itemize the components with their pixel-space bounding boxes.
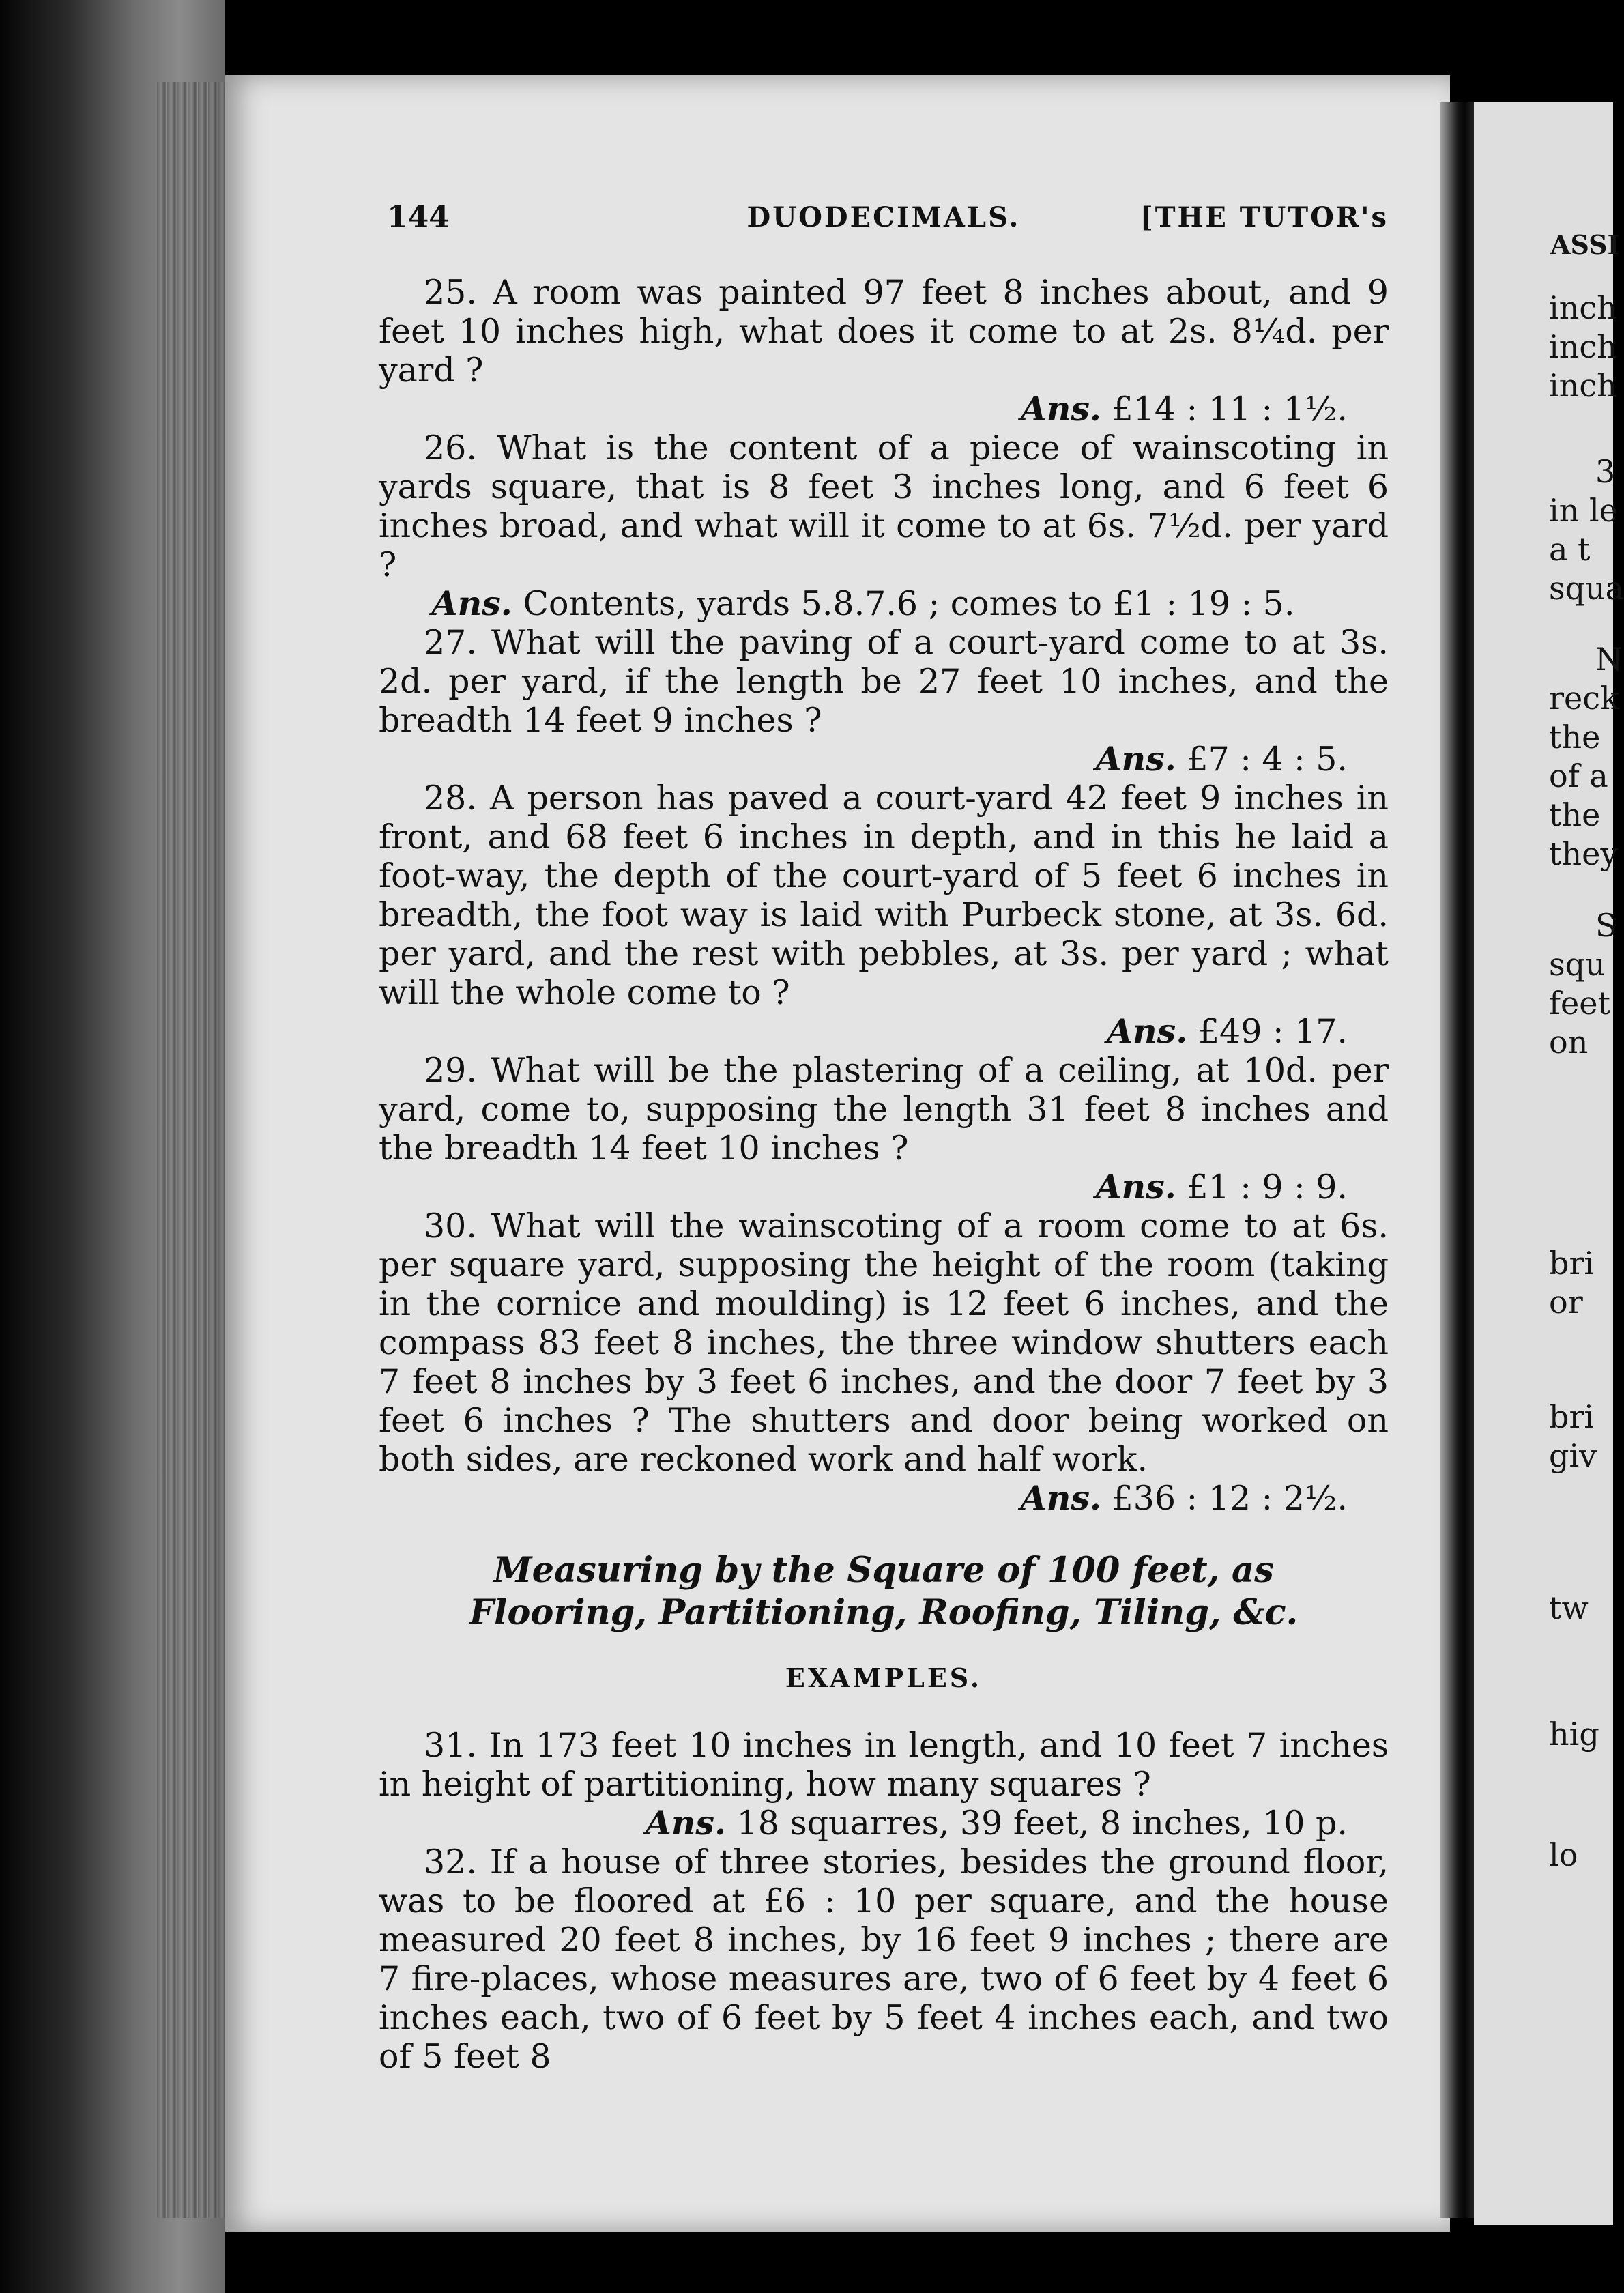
answer-text: £1 : 9 : 9. xyxy=(1187,1168,1348,1207)
answer-29 xyxy=(379,1168,1389,1207)
answer-label: Ans. xyxy=(1095,1167,1176,1207)
right-page-fragment: in le xyxy=(1549,492,1618,529)
right-page-fragment: of a xyxy=(1549,758,1608,794)
right-page-fragment: the xyxy=(1549,796,1601,833)
right-page-fragment: a t xyxy=(1549,531,1591,568)
examples-heading: EXAMPLES. xyxy=(785,1662,983,1693)
answer-text: £14 : 11 : 1½. xyxy=(1112,390,1348,429)
answer-31 xyxy=(379,1804,1389,1843)
answer-text: £49 : 17. xyxy=(1198,1012,1348,1051)
right-page-fragment: feet xyxy=(1549,985,1610,1022)
answer-label: Ans. xyxy=(431,583,512,623)
right-page-fragment: 3 xyxy=(1595,453,1616,490)
problem-28: 28. A person has paved a court-yard 42 feet 9 inches in front, and 68 feet 6 inches in depth, and in this he laid a foot-way, the depth of the court-yard of 5 feet 6 inches in breadth, the foot way is laid with Purbeck stone, at 3s. 6d. per yard, and the rest with pebbles, at 3s. per yard ; what will the whole come to ? xyxy=(379,779,1389,1012)
page-text xyxy=(379,198,1389,2076)
right-page-fragment: hig xyxy=(1549,1716,1599,1753)
page-number: 144 xyxy=(387,200,450,235)
answer-27 xyxy=(379,740,1389,779)
answer-text: £7 : 4 : 5. xyxy=(1187,740,1348,779)
right-page-fragment: reck xyxy=(1549,680,1619,717)
right-page-fragment: S xyxy=(1595,907,1617,944)
answer-label: Ans. xyxy=(1107,1011,1188,1051)
problem-32: 32. If a house of three stories, besides the ground floor, was to be floored at £6 : 10 per square, and the house measured 20 feet 8 inches, by 16 feet 9 inches ; there are 7 fire-places, whose measures are, two of 6 feet by 4 feet 6 inches each, two of 6 feet by 5 feet 4 inches each, and two of 5 feet 8 xyxy=(379,1843,1389,2076)
right-page-fragment: inch xyxy=(1549,367,1617,404)
problem-25: 25. A room was painted 97 feet 8 inches about, and 9 feet 10 inches high, what does it come to at 2s. 8¼d. per yard ? xyxy=(379,273,1389,390)
page-header xyxy=(379,198,1389,239)
answer-28 xyxy=(379,1012,1389,1051)
right-page-fragment: lo xyxy=(1549,1836,1578,1873)
problem-26: 26. What is the content of a piece of wainscoting in yards square, that is 8 feet 3 inches long, and 6 feet 6 inches broad, and what will it come to at 6s. 7½d. per yard ? xyxy=(379,429,1389,584)
running-head: [THE TUTOR's xyxy=(1140,201,1389,233)
answer-label: Ans. xyxy=(1095,739,1176,779)
problem-29: 29. What will be the plastering of a ceiling, at 10d. per yard, come to, supposing the length 31 feet 8 inches and the breadth 14 feet 10 inches ? xyxy=(379,1051,1389,1168)
answer-30 xyxy=(379,1479,1389,1518)
page-right-partial xyxy=(1474,102,1624,2225)
right-page-fragment: squa xyxy=(1549,570,1624,607)
right-page-fragment: ASSI xyxy=(1550,229,1620,260)
chapter-title: DUODECIMALS. xyxy=(746,201,1021,233)
right-page-fragment: they xyxy=(1549,835,1619,872)
problem-27: 27. What will the paving of a court-yard come to at 3s. 2d. per yard, if the length be 27 feet 10 inches, and the breadth 14 feet 9 inches ? xyxy=(379,623,1389,740)
answer-26 xyxy=(379,584,1389,623)
right-page-fragment: on xyxy=(1549,1024,1589,1061)
page-edges xyxy=(157,82,232,2218)
problem-30: 30. What will the wainscoting of a room come to at 6s. per square yard, supposing the height of the room (taking in the cornice and moulding) is 12 feet 6 inches, and the compass 83 feet 8 inches, the three window shutters each 7 feet 8 inches by 3 feet 6 inches, and the door 7 feet by 3 feet 6 inches ? The shutters and door being worked on both sides, are reckoned work and half work. xyxy=(379,1207,1389,1479)
right-page-fragment: squ xyxy=(1549,946,1606,983)
answer-text: Contents, yards 5.8.7.6 ; comes to £1 : 19 : 5. xyxy=(523,584,1295,623)
right-page-fragment: N xyxy=(1595,641,1623,678)
right-page-fragment: tw xyxy=(1549,1589,1589,1626)
right-page-fragment: bri xyxy=(1549,1245,1595,1282)
right-page-fragment: the xyxy=(1549,719,1601,755)
right-page-fragment: bri xyxy=(1549,1398,1595,1435)
right-page-fragment: or xyxy=(1549,1284,1583,1321)
answer-label: Ans. xyxy=(645,1803,727,1843)
problem-31: 31. In 173 feet 10 inches in length, and 10 feet 7 inches in height of partitioning, how many squares ? xyxy=(379,1726,1389,1804)
answer-text: £36 : 12 : 2½. xyxy=(1112,1479,1348,1518)
right-page-fragment: giv xyxy=(1549,1437,1597,1474)
right-page-fragment: inch xyxy=(1549,289,1617,326)
answer-25 xyxy=(379,390,1389,429)
right-page-fragment: inch xyxy=(1549,328,1617,365)
section-heading: Measuring by the Square of 100 feet, as Flooring, Partitioning, Roofing, Tiling, &c. xyxy=(469,1550,1299,1633)
answer-text: 18 squarres, 39 feet, 8 inches, 10 p. xyxy=(736,1804,1348,1843)
answer-label: Ans. xyxy=(1020,389,1101,429)
answer-label: Ans. xyxy=(1020,1478,1101,1518)
